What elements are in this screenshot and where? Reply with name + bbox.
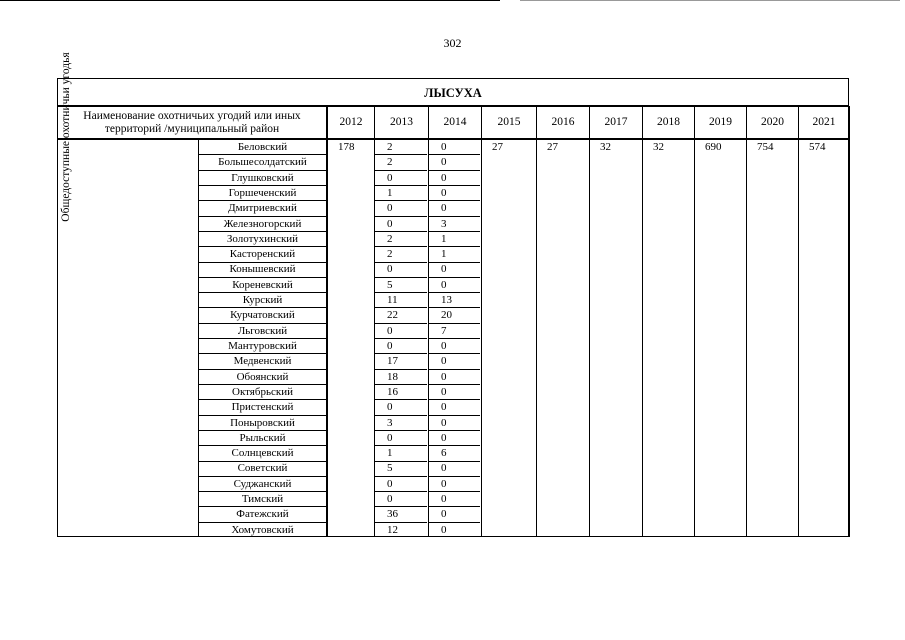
total-2016: 27 — [547, 141, 558, 153]
year-header-2016 — [536, 106, 590, 139]
value-2014: 0 — [429, 416, 480, 431]
total-2019: 690 — [705, 141, 722, 153]
value-2013: 0 — [375, 339, 427, 354]
value-2014: 0 — [429, 370, 480, 385]
district-name: Беловский — [199, 140, 326, 155]
column-2015 — [481, 139, 537, 537]
year-header-label: 2020 — [761, 116, 784, 128]
value-2013: 12 — [387, 523, 398, 536]
header-name-label: Наименование охотничьих угодий или иных территорий /муниципальный район — [83, 109, 301, 135]
year-header-label: 2017 — [604, 116, 628, 128]
value-2014: 1 — [429, 247, 480, 262]
value-2013: 22 — [375, 308, 427, 323]
year-header-2014 — [428, 106, 482, 139]
value-2014: 0 — [429, 278, 480, 293]
value-2014: 0 — [429, 400, 480, 415]
total-2017: 32 — [600, 141, 611, 153]
value-2014: 0 — [429, 431, 480, 446]
value-2014: 0 — [429, 171, 480, 186]
district-name: Суджанский — [199, 477, 326, 492]
column-2012 — [327, 139, 375, 537]
district-name: Медвенский — [199, 354, 326, 369]
value-2013: 18 — [375, 370, 427, 385]
year-header-2012 — [327, 106, 375, 139]
value-2014: 0 — [429, 461, 480, 476]
value-2014: 0 — [429, 201, 480, 216]
year-header-2020 — [746, 106, 799, 139]
value-2014: 0 — [429, 140, 480, 155]
value-2014: 0 — [429, 354, 480, 369]
value-2013: 16 — [375, 385, 427, 400]
value-2014: 0 — [429, 155, 480, 170]
value-2013: 2 — [375, 247, 427, 262]
value-2014: 0 — [441, 523, 447, 536]
district-name: Рыльский — [199, 431, 326, 446]
value-2014: 1 — [429, 232, 480, 247]
top-rule-left — [0, 0, 500, 1]
value-2014: 0 — [429, 507, 480, 522]
value-2013: 11 — [375, 293, 427, 308]
year-header-label: 2014 — [443, 116, 467, 128]
value-2013: 2 — [375, 140, 427, 155]
district-name-column — [198, 139, 327, 537]
value-2014: 0 — [429, 477, 480, 492]
value-2014: 13 — [429, 293, 480, 308]
district-name: Горшеченский — [199, 186, 326, 201]
category-cell — [57, 139, 199, 537]
district-name: Касторенский — [199, 247, 326, 262]
district-name: Курчатовский — [199, 308, 326, 323]
district-name: Тимский — [199, 492, 326, 507]
value-2013: 0 — [375, 171, 427, 186]
district-name: Поныровский — [199, 416, 326, 431]
district-name: Мантуровский — [199, 339, 326, 354]
value-2013: 17 — [375, 354, 427, 369]
year-header-label: 2016 — [551, 116, 575, 128]
district-name: Обоянский — [199, 370, 326, 385]
district-name: Золотухинский — [199, 232, 326, 247]
column-2020 — [746, 139, 799, 537]
district-name: Железногорский — [199, 217, 326, 232]
total-2018: 32 — [653, 141, 664, 153]
year-header-2017 — [589, 106, 643, 139]
district-name: Солнцевский — [199, 446, 326, 461]
total-2015: 27 — [492, 141, 503, 153]
column-2014 — [428, 139, 482, 537]
district-name: Курский — [199, 293, 326, 308]
year-header-label: 2019 — [709, 116, 732, 128]
year-header-label: 2018 — [657, 116, 680, 128]
value-2014: 0 — [429, 492, 480, 507]
value-2014: 7 — [429, 324, 480, 339]
district-name: Большесолдатский — [199, 155, 326, 170]
value-2013: 0 — [375, 217, 427, 232]
header-name-cell — [57, 106, 327, 139]
column-2021 — [798, 139, 850, 537]
column-2019 — [694, 139, 747, 537]
district-name: Фатежский — [199, 507, 326, 522]
value-2013: 5 — [375, 461, 427, 476]
total-2020: 754 — [757, 141, 774, 153]
year-header-2015 — [481, 106, 537, 139]
year-header-2019 — [694, 106, 747, 139]
district-name: Пристенский — [199, 400, 326, 415]
district-name: Кореневский — [199, 278, 326, 293]
district-name: Октябрьский — [199, 385, 326, 400]
value-2014: 0 — [429, 186, 480, 201]
value-2013: 1 — [375, 186, 427, 201]
year-header-2021 — [798, 106, 850, 139]
total-2021: 574 — [809, 141, 826, 153]
value-2013: 2 — [375, 155, 427, 170]
district-name: Льговский — [199, 324, 326, 339]
district-name: Хомутовский — [231, 523, 294, 536]
year-header-2018 — [642, 106, 695, 139]
value-2013: 0 — [375, 431, 427, 446]
year-header-2013 — [374, 106, 429, 139]
value-2013: 0 — [375, 400, 427, 415]
total-2012: 178 — [338, 141, 355, 153]
value-2014: 0 — [429, 339, 480, 354]
value-2013: 36 — [375, 507, 427, 522]
value-2013: 5 — [375, 278, 427, 293]
district-name: Советский — [199, 461, 326, 476]
district-name: Дмитриевский — [199, 201, 326, 216]
table-title: ЛЫСУХА — [57, 78, 849, 106]
value-2014: 3 — [429, 217, 480, 232]
value-2013: 3 — [375, 416, 427, 431]
column-2013 — [374, 139, 429, 537]
value-2013: 0 — [375, 201, 427, 216]
year-header-label: 2021 — [812, 116, 836, 128]
value-2014: 20 — [429, 308, 480, 323]
district-name: Глушковский — [199, 171, 326, 186]
district-name: Конышевский — [199, 262, 326, 277]
category-label: Общедоступные охотничьи угодья — [60, 52, 72, 222]
value-2014: 0 — [429, 385, 480, 400]
value-2013: 2 — [375, 232, 427, 247]
year-header-label: 2015 — [497, 116, 521, 128]
year-header-label: 2013 — [390, 116, 413, 128]
value-2013: 0 — [375, 492, 427, 507]
value-2013: 1 — [375, 446, 427, 461]
column-2017 — [589, 139, 643, 537]
value-2013: 0 — [375, 324, 427, 339]
column-2018 — [642, 139, 695, 537]
value-2014: 0 — [429, 262, 480, 277]
value-2014: 6 — [429, 446, 480, 461]
value-2013: 0 — [375, 477, 427, 492]
value-2013: 0 — [375, 262, 427, 277]
year-header-label: 2012 — [339, 116, 363, 128]
page-number: 302 — [443, 36, 462, 50]
column-2016 — [536, 139, 590, 537]
top-rule-right — [520, 0, 900, 1]
